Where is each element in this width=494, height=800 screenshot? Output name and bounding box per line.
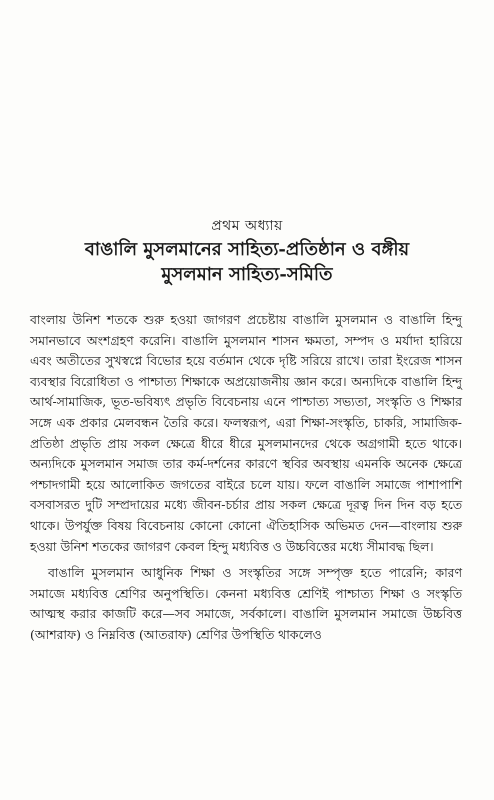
paragraph-1: বাংলায় উনিশ শতকে শুরু হওয়া জাগরণ প্রচেষ্টায় বাঙালি মুসলমান ও বাঙালি হিন্দু সমানভাবে অংশগ্রহণ করেনি। বাঙালি মুসলমান শাসন ক্ষমতা, সম্পদ ও মর্যাদা হারিয়ে এবং অতীতের সুখস্বপ্নে বিভোর হয়ে বর্তমান থেকে দৃষ্টি সরিয়ে রাখে। তারা ইংরেজ শাসন ব্যবস্থার বিরোধিতা ও পাশ্চাত্য শিক্ষাকে অপ্রয়োজনীয় জ্ঞান করে। অন্যদিকে বাঙালি হিন্দু আর্থ-সামাজিক, ভূত-ভবিষ্যৎ প্রভৃতি বিবেচনায় এনে পাশ্চাত্য সভ্যতা, সংস্কৃতি ও শিক্ষার সঙ্গে এক প্রকার মেলবন্ধন তৈরি করে। ফলস্বরূপ, এরা শিক্ষা-সংস্কৃতি, চাকরি, সামাজিক-প্রতিষ্ঠা প্রভৃতি প্রায় সকল ক্ষেত্রে ধীরে ধীরে মুসলমানদের থেকে অগ্রগামী হতে থাকে। অন্যদিকে মুসলমান সমাজ তার কর্ম-দর্শনের কারণে স্থবির অবস্থায় এমনকি অনেক ক্ষেত্রে পশ্চাদগামী হয়ে আলোকিত জগতের বাইরে চলে যায়। ফলে বাঙালি সমাজে পাশাপাশি বসবাসরত দুটি সম্প্রদায়ের মধ্যে জীবন-চর্চার প্রায় সকল ক্ষেত্রে দূরত্ব দিন দিন বড় হতে থাকে। উপর্যুক্ত বিষয় বিবেচনায় কোনো কোনো ঐতিহাসিক অভিমত দেন—বাংলায় শুরু হওয়া উনিশ শতকের জাগরণ কেবল হিন্দু মধ্যবিত্ত ও উচ্চবিত্তের মধ্যে সীমাবদ্ধ ছিল। bbox=[30, 312, 462, 554]
body-text bbox=[30, 310, 462, 646]
chapter-label: প্রথম অধ্যায় bbox=[211, 218, 283, 234]
chapter-title-line-1: বাঙালি মুসলমানের সাহিত্য-প্রতিষ্ঠান ও বঙ্গীয় bbox=[84, 239, 410, 260]
paragraph-2: বাঙালি মুসলমান আধুনিক শিক্ষা ও সংস্কৃতির সঙ্গে সম্পৃক্ত হতে পারেনি; কারণ সমাজে মধ্যবিত্ত শ্রেণির অনুপস্থিতি। কেননা মধ্যবিত্ত শ্রেণিই পাশ্চাত্য শিক্ষা ও সংস্কৃতি আত্মস্থ করার কাজটি করে—সব সমাজে, সর্বকালে। বাঙালি মুসলমান সমাজে উচ্চবিত্ত (আশরাফ) ও নিম্নবিত্ত (আতরাফ) শ্রেণির উপস্থিতি থাকলেও bbox=[30, 565, 462, 642]
chapter-title-line-2: মুসলমান সাহিত্য-সমিতি bbox=[161, 264, 333, 285]
chapter-title bbox=[40, 237, 454, 287]
